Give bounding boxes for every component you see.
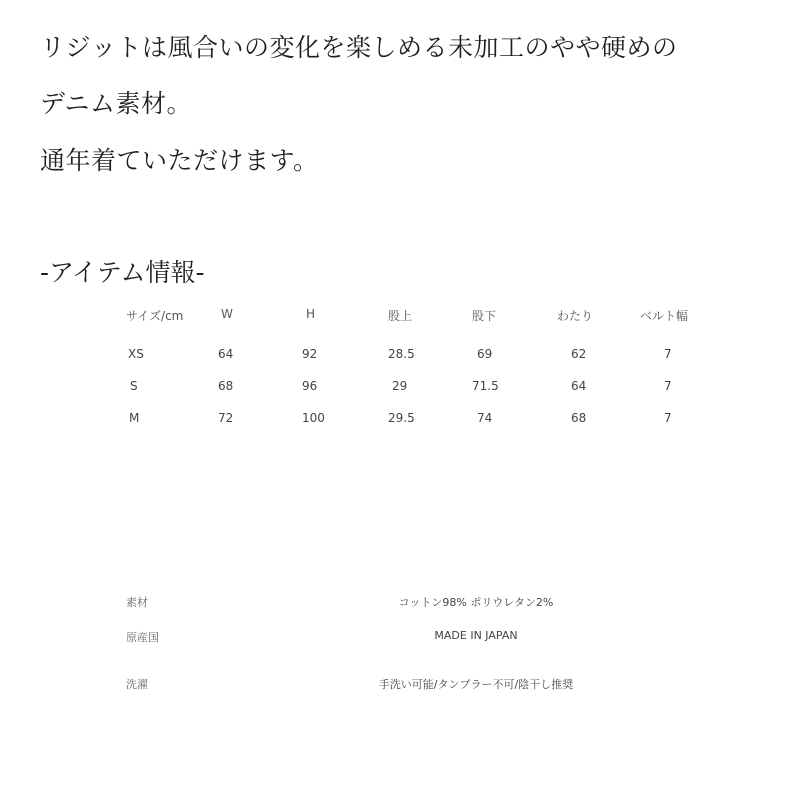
description-line-2: デニム素材。 [40,89,193,118]
table-cell: 7 [664,411,672,425]
material-value: コットン98% ポリウレタン2% [398,596,554,609]
table-header-w: W [221,307,233,321]
table-cell: 74 [477,411,493,425]
description-line-1: リジットは風合いの変化を楽しめる未加工のやや硬めの [40,33,678,62]
table-cell: 69 [477,347,493,361]
table-cell: 71.5 [472,379,499,393]
table-cell: 68 [218,379,234,393]
table-header-h: H [306,307,316,321]
material-label: 素材 [126,596,148,609]
origin-value: MADE IN JAPAN [434,629,518,642]
table-header-size: サイズ/cm [126,309,184,323]
table-header-inseam: 股下 [472,309,497,323]
table-cell: 92 [302,347,318,361]
table-cell: 62 [571,347,587,361]
description-line-3: 通年着ていただけます。 [40,146,319,175]
table-cell: S [130,379,138,393]
table-header-rise: 股上 [388,309,413,323]
table-cell: M [129,411,140,425]
table-cell: 29.5 [388,411,415,425]
table-cell: XS [128,347,144,361]
table-cell: 7 [664,347,672,361]
table-cell: 64 [571,379,587,393]
table-cell: 64 [218,347,234,361]
table-header-thigh: わたり [557,309,594,323]
wash-label: 洗濯 [126,678,148,691]
table-cell: 29 [392,379,408,393]
item-info-title: -アイテム情報- [40,258,205,287]
origin-label: 原産国 [126,631,159,644]
table-cell: 28.5 [388,347,415,361]
table-header-belt: ベルト幅 [640,309,689,323]
wash-value: 手洗い可能/タンブラー不可/陰干し推奨 [378,678,574,691]
table-cell: 68 [571,411,587,425]
table-cell: 72 [218,411,234,425]
table-cell: 96 [302,379,318,393]
table-cell: 7 [664,379,672,393]
table-cell: 100 [302,411,325,425]
